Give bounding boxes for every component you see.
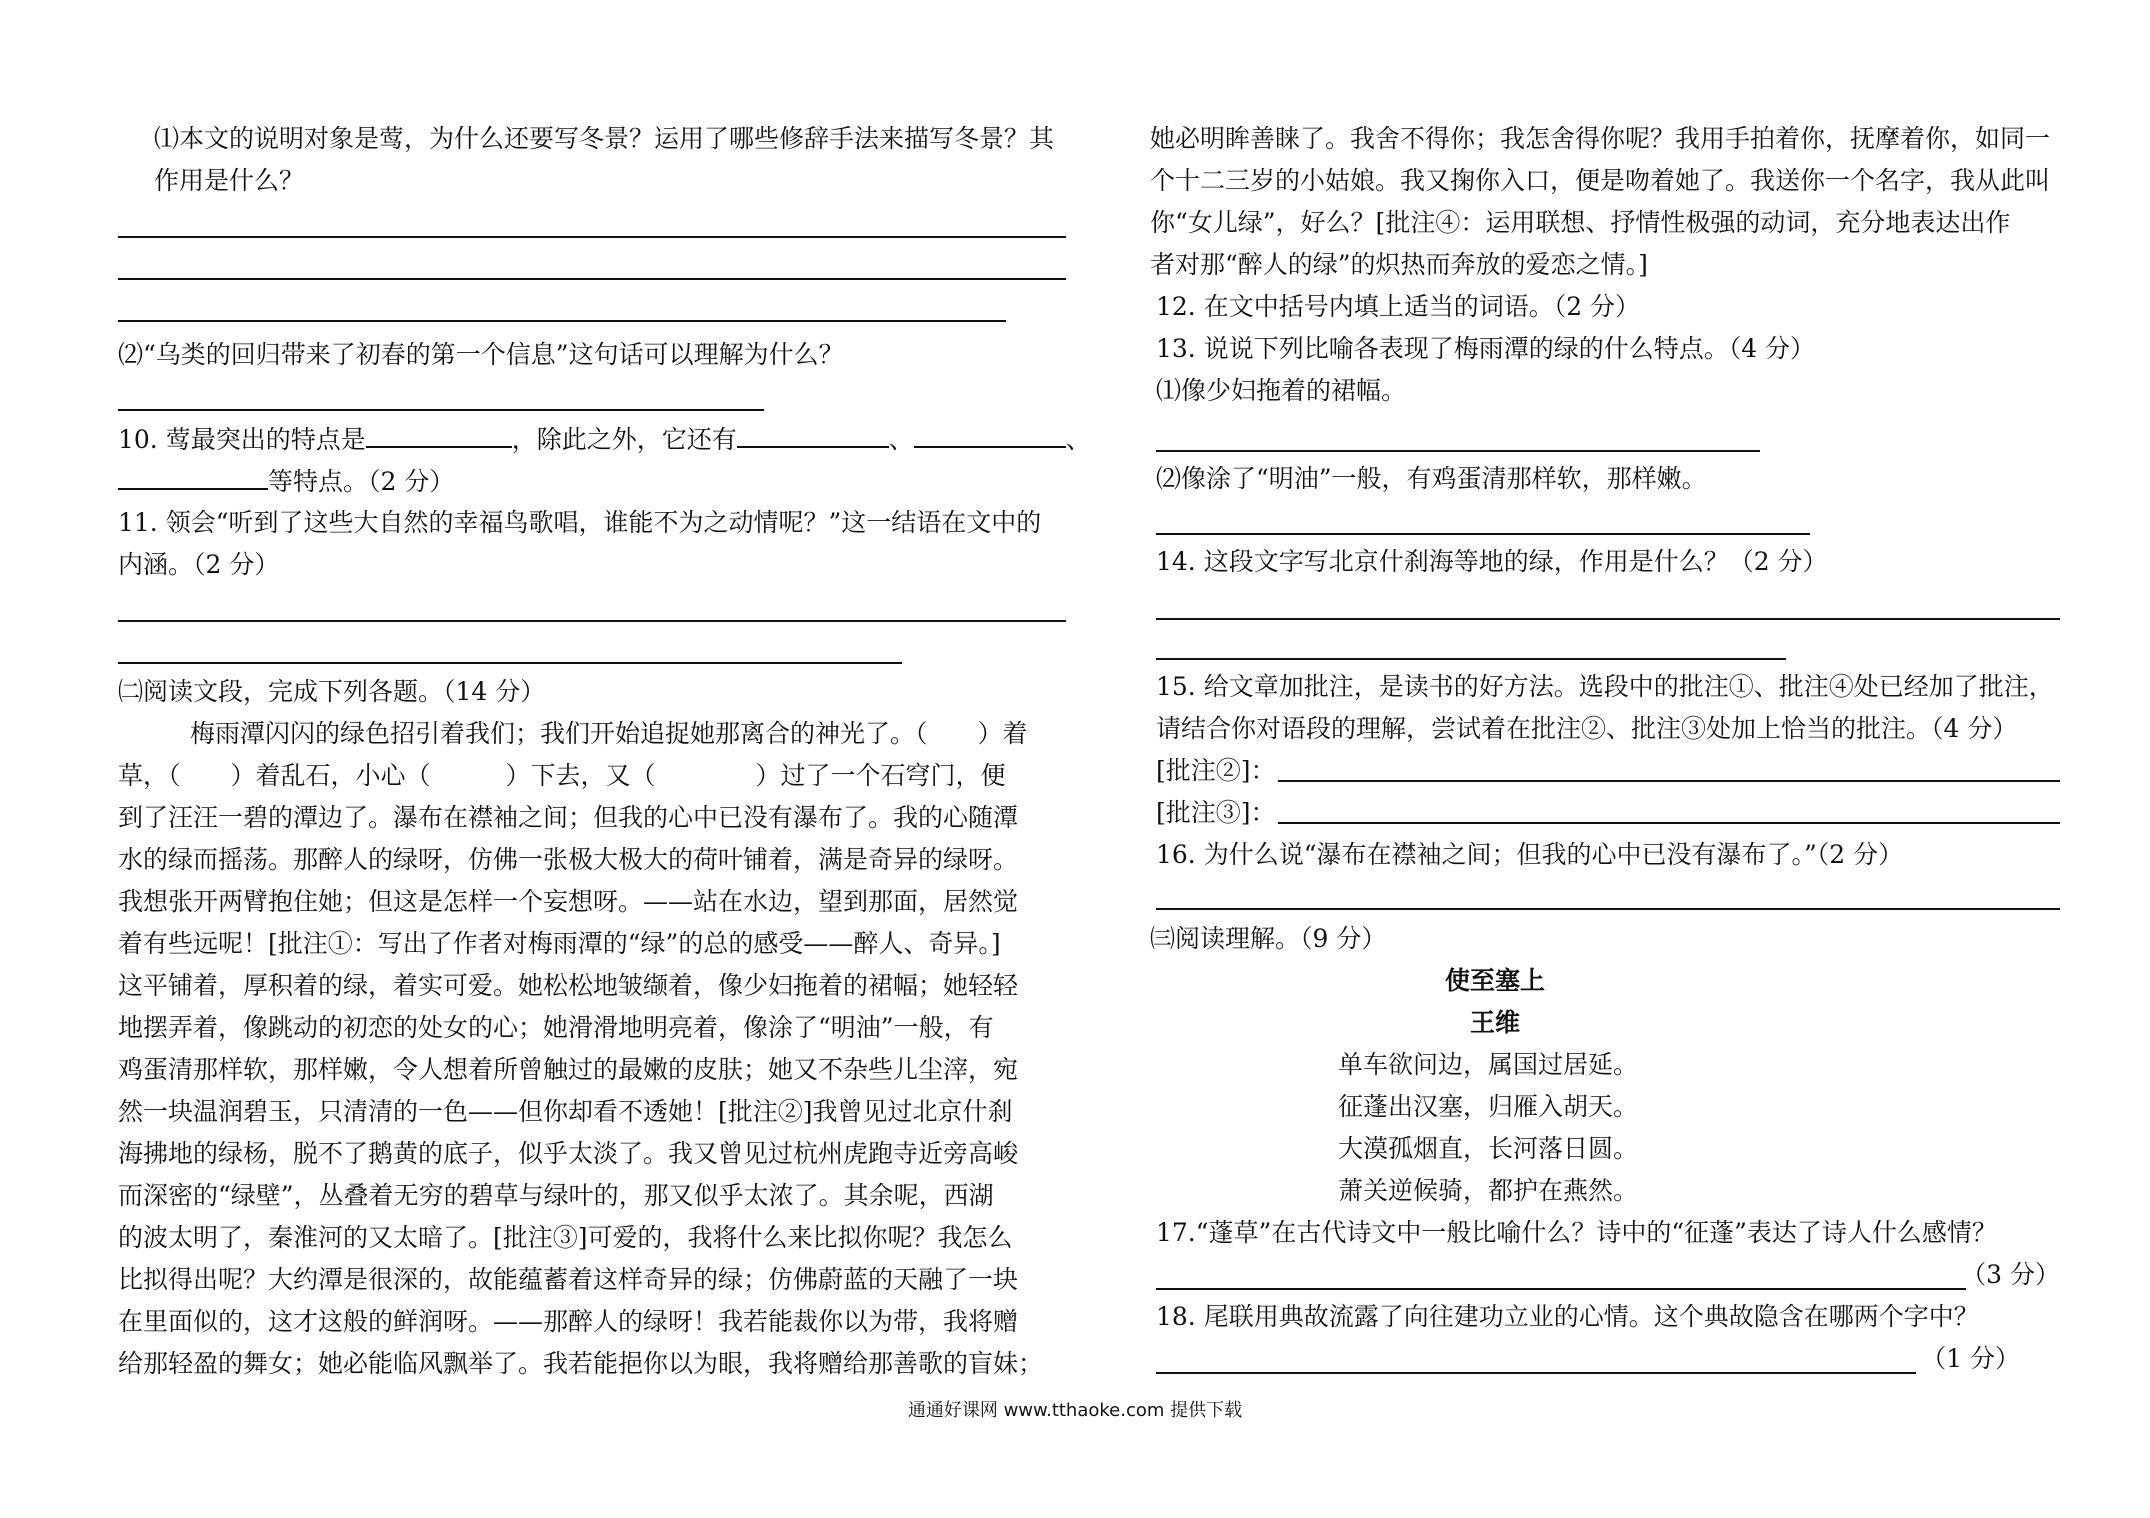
q13-1-text: ⑴像少妇拖着的裙幅。 xyxy=(1156,376,1407,405)
q13-text: 13. 说说下列比喻各表现了梅雨潭的绿的什么特点。（4 分） xyxy=(1156,334,1816,363)
q18-score: （1 分） xyxy=(1921,1344,2020,1373)
passage-cont-line: 她必明眸善睐了。我舍不得你；我怎舍得你呢？我用手拍着你，抚摩着你，如同一 xyxy=(1150,124,2051,153)
q16-text: 16. 为什么说“瀑布在襟袖之间；但我的心中已没有瀑布了。”（2 分） xyxy=(1156,840,1904,869)
q1-line1: ⑴本文的说明对象是莺，为什么还要写冬景？运用了哪些修辞手法来描写冬景？其 xyxy=(154,124,1055,153)
passage-line: 地摆弄着，像跳动的初恋的处女的心；她滑滑地明亮着，像涂了“明油”一般，有 xyxy=(118,1013,994,1042)
answer-line-q11-1 xyxy=(118,620,1066,622)
passage-line: 比拟得出呢？大约潭是很深的，故能蕴蓄着这样奇异的绿；仿佛蔚蓝的天融了一块 xyxy=(118,1265,1019,1294)
footer-source: 通通好课网 www.tthaoke.com 提供下载 xyxy=(907,1400,1243,1421)
q12-text: 12. 在文中括号内填上适当的词语。（2 分） xyxy=(1156,292,1641,321)
passage-line: 鸡蛋清那样软，那样嫩，令人想着所曾触过的最嫩的皮肤；她又不杂些儿尘滓，宛 xyxy=(118,1055,1019,1084)
answer-line-note3[interactable] xyxy=(1278,822,2060,824)
answer-line-q13-1 xyxy=(1156,450,1760,452)
passage-line: 的波太明了，秦淮河的又太暗了。[批注③]可爱的，我将什么来比拟你呢？我怎么 xyxy=(118,1223,1013,1252)
passage-cont-line: 者对那“醉人的绿”的炽热而奔放的爱恋之情。] xyxy=(1150,250,1648,279)
q18-answer-row xyxy=(1150,1338,2060,1380)
poem-line: 征蓬出汉塞，归雁入胡天。 xyxy=(1338,1092,1639,1121)
poem-author: 王维 xyxy=(1469,1008,1520,1037)
q14-text: 14. 这段文字写北京什刹海等地的绿，作用是什么？（2 分） xyxy=(1156,547,1828,576)
q13-2-text: ⑵像涂了“明油”一般，有鸡蛋清那样软，那样嫩。 xyxy=(1156,464,1707,493)
q10-sep1: 、 xyxy=(888,425,914,454)
answer-line-note2[interactable] xyxy=(1278,780,2060,782)
q10-mid: ，除此之外，它还有 xyxy=(511,425,737,454)
poem-line: 大漠孤烟直，长河落日圆。 xyxy=(1338,1134,1639,1163)
passage-line: 这平铺着，厚积着的绿，着实可爱。她松松地皱缬着，像少妇拖着的裙幅；她轻轻 xyxy=(118,971,1019,1000)
q2-text: ⑵“乌类的回归带来了初春的第一个信息”这句话可以理解为什么？ xyxy=(118,340,844,369)
q10-blank-4[interactable] xyxy=(118,460,268,490)
section2-title: ㈡阅读文段，完成下列各题。（14 分） xyxy=(118,677,546,706)
q10-tail: 等特点。（2 分） xyxy=(268,467,455,496)
left-column xyxy=(118,118,1091,1378)
passage-line: 梅雨潭闪闪的绿色招引着我们；我们开始追捉她那离合的神光了。（ ）着 xyxy=(190,719,1028,748)
answer-line-q1-2 xyxy=(118,278,1066,280)
answer-line-q1-1 xyxy=(118,236,1066,238)
note2-label: [批注②]： xyxy=(1156,756,1276,785)
q15-line1: 15. 给文章加批注，是读书的好方法。选段中的批注①、批注④处已经加了批注， xyxy=(1156,672,2054,701)
q18-text: 18. 尾联用典故流露了向往建功立业的心情。这个典故隐含在哪两个字中？ xyxy=(1156,1302,1979,1331)
answer-line-q14-2 xyxy=(1156,658,1786,660)
q17-text: 17.“蓬草”在古代诗文中一般比喻什么？诗中的“征蓬”表达了诗人什么感情？ xyxy=(1156,1218,1997,1247)
passage-line: 在里面似的，这才这般的鲜润呀。——那醉人的绿呀！我若能裁你以为带，我将赠 xyxy=(118,1307,1019,1336)
q17-answer-row xyxy=(1150,1254,2060,1296)
q10-blank-3[interactable] xyxy=(914,418,1066,448)
answer-line-q16 xyxy=(1156,908,2060,910)
answer-line-q11-2 xyxy=(118,662,902,664)
answer-line-q1-3 xyxy=(118,320,1006,322)
answer-line-q14-1 xyxy=(1156,618,2060,620)
q10-lead: 10. 莺最突出的特点是 xyxy=(118,425,366,454)
poem-title: 使至塞上 xyxy=(1444,966,1545,995)
q10-blank-2[interactable] xyxy=(737,418,889,448)
passage-cont-line: 个十二三岁的小姑娘。我又掬你入口，便是吻着她了。我送你一个名字，我从此叫 xyxy=(1150,166,2051,195)
q11-line2: 内涵。（2 分） xyxy=(118,550,280,579)
passage-line: 我想张开两臂抱住她；但这是怎样一个妄想呀。——站在水边，望到那面，居然觉 xyxy=(118,887,1019,916)
q1-line2: 作用是什么？ xyxy=(154,166,305,195)
q10-line1 xyxy=(118,418,1091,460)
answer-line-q2 xyxy=(118,409,764,411)
q10-line2 xyxy=(118,460,1066,502)
q10-blank-1[interactable] xyxy=(366,418,512,448)
poem-line: 单车欲问边，属国过居延。 xyxy=(1338,1050,1639,1079)
passage-line: 给那轻盈的舞女；她必能临风飘举了。我若能挹你以为眼，我将赠给那善歌的盲妹； xyxy=(118,1349,1044,1378)
right-column xyxy=(1150,118,2060,1373)
section3-title: ㈢阅读理解。（9 分） xyxy=(1150,924,1387,953)
q15-line2: 请结合你对语段的理解，尝试着在批注②、批注③处加上恰当的批注。（4 分） xyxy=(1156,714,2018,743)
q11-line1: 11. 领会“听到了这些大自然的幸福鸟歌唱，谁能不为之动情呢？”这一结语在文中的 xyxy=(118,508,1042,537)
passage-line: 水的绿而摇荡。那醉人的绿呀，仿佛一张极大极大的荷叶铺着，满是奇异的绿呀。 xyxy=(118,845,1019,874)
passage-line: 到了汪汪一碧的潭边了。瀑布在襟袖之间；但我的心中已没有瀑布了。我的心随潭 xyxy=(118,803,1019,832)
passage-line: 着有些远呢！[批注①：写出了作者对梅雨潭的“绿”的总的感受——醉人、奇异。] xyxy=(118,929,1001,958)
answer-line-q13-2 xyxy=(1156,533,1810,535)
passage-line: 而深密的“绿壁”，丛叠着无穷的碧草与绿叶的，那又似乎太浓了。其余呢，西湖 xyxy=(118,1181,994,1210)
note3-label: [批注③]： xyxy=(1156,798,1276,827)
answer-line-q17 xyxy=(1156,1288,1966,1290)
answer-line-q18 xyxy=(1156,1372,1916,1374)
passage-line: 草，（ ）着乱石，小心（ ）下去，又（ ）过了一个石穹门，便 xyxy=(118,761,1006,790)
passage-line: 然一块温润碧玉，只清清的一色——但你却看不透她！[批注②]我曾见过北京什刹 xyxy=(118,1097,1013,1126)
passage-cont-line: 你“女儿绿”，好么？[批注④：运用联想、抒情性极强的动词，充分地表达出作 xyxy=(1150,208,2011,237)
poem-line: 萧关逆候骑，都护在燕然。 xyxy=(1338,1176,1639,1205)
passage-line: 海拂地的绿杨，脱不了鹅黄的底子，似乎太淡了。我又曾见过杭州虎跑寺近旁高峻 xyxy=(118,1139,1019,1168)
q10-sep2: 、 xyxy=(1065,425,1091,454)
q17-score: （3 分） xyxy=(1961,1260,2060,1289)
